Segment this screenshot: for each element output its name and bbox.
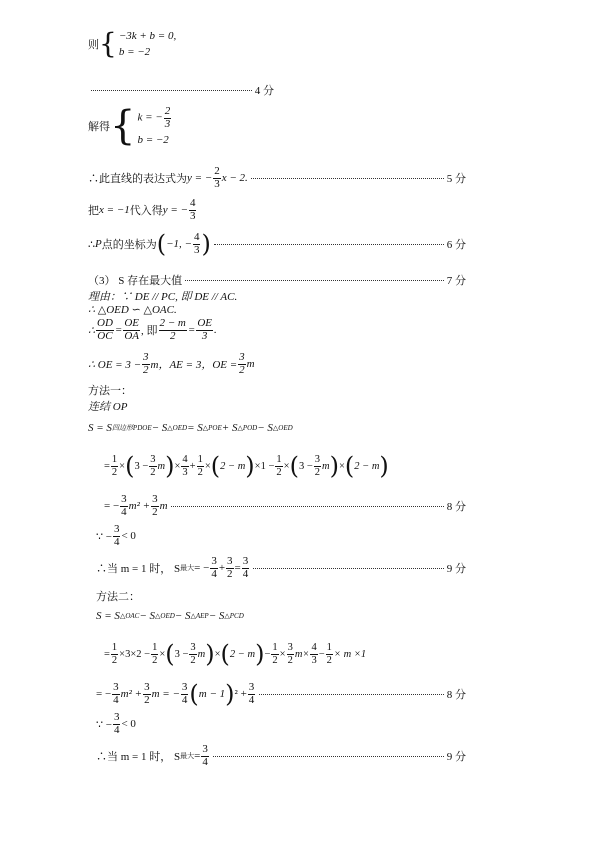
- denominator: 2: [272, 654, 278, 666]
- line-ratio: [88, 318, 466, 342]
- fraction: [210, 556, 218, 580]
- denominator: 2: [111, 654, 118, 666]
- text: − S: [139, 610, 156, 622]
- text: ×1 −: [254, 460, 275, 472]
- denominator: 4: [113, 723, 120, 736]
- fraction: [189, 198, 197, 222]
- line-connect-op: 连结 OP: [88, 401, 128, 413]
- numerator: OD: [97, 317, 113, 329]
- line-substitute: [88, 198, 466, 222]
- score-label: 6 分: [446, 239, 466, 252]
- prefix-solve: 解得: [88, 121, 110, 134]
- fraction: [149, 454, 156, 477]
- text: ∴ OE = 3 −: [88, 358, 142, 371]
- line-point-p: [88, 230, 466, 259]
- fraction: [310, 642, 317, 665]
- paren-open: (: [125, 452, 135, 480]
- numerator: OE: [124, 317, 139, 329]
- text: × m ×1: [333, 648, 367, 660]
- fraction: [201, 744, 209, 768]
- denominator: 4: [202, 755, 208, 768]
- text: = −: [194, 562, 210, 575]
- numerator: 3: [190, 642, 196, 654]
- line-similar: ∴ △OED ∽ △OAC.: [88, 304, 177, 316]
- score-label: 8 分: [446, 501, 466, 514]
- system-lines: [119, 30, 176, 58]
- numerator: 2 − m: [159, 317, 186, 329]
- denominator: 2: [152, 505, 158, 518]
- math: y = −: [162, 204, 188, 217]
- numerator: 1: [197, 454, 203, 466]
- numerator: 3: [211, 555, 217, 567]
- denominator: 2: [326, 654, 332, 666]
- denominator: 4: [181, 693, 188, 706]
- numerator: 3: [152, 493, 158, 505]
- numerator: 1: [152, 642, 158, 654]
- numerator: 3: [143, 351, 149, 363]
- text: S = S: [88, 422, 112, 434]
- text: ∴此直线的表达式为: [88, 173, 187, 186]
- subscript: △POD: [237, 424, 258, 432]
- text: ×3×2 −: [119, 648, 151, 660]
- score-label: 9 分: [446, 563, 466, 576]
- text: ∴: [88, 324, 95, 337]
- system-equations-1: [88, 27, 466, 60]
- method-two-heading: 方法二：: [96, 591, 140, 603]
- denominator: 2: [150, 466, 156, 478]
- fraction: [181, 682, 189, 706]
- text: m: [197, 648, 206, 660]
- math: y = −: [187, 172, 213, 185]
- denominator: 2: [143, 363, 149, 376]
- text: − S: [208, 610, 225, 622]
- dotted-leader: [185, 280, 444, 281]
- text: =: [234, 562, 241, 575]
- denominator: 2: [314, 466, 320, 478]
- subscript: △OED: [272, 424, 293, 432]
- denominator: 4: [211, 567, 217, 580]
- denominator: 2: [111, 466, 118, 478]
- text: = S: [187, 422, 203, 434]
- text: , 即: [141, 325, 158, 338]
- paren-close: ): [245, 452, 255, 480]
- fraction: [111, 642, 118, 665]
- text: =: [114, 324, 123, 337]
- text: 2 − m: [220, 460, 246, 472]
- paren-open: (: [189, 680, 199, 709]
- fraction: [96, 318, 114, 342]
- numerator: 4: [182, 454, 188, 466]
- fraction: [181, 454, 188, 477]
- numerator: 4: [311, 642, 317, 654]
- line-s-def-1: [88, 422, 466, 434]
- text: ∴: [88, 238, 95, 251]
- numerator: 3: [113, 711, 120, 723]
- line-m2-maximum: [96, 744, 466, 768]
- numerator: 1: [111, 642, 118, 654]
- subscript: △OED: [155, 612, 175, 620]
- paren-close: ): [225, 680, 235, 709]
- numerator: 3: [121, 493, 127, 505]
- system-line: b = −2: [137, 134, 169, 147]
- numerator: OE: [197, 317, 212, 329]
- denominator: 2: [227, 567, 233, 580]
- text: =: [104, 648, 110, 660]
- denominator: 2: [190, 654, 196, 666]
- line-m1-result: [104, 494, 466, 518]
- subscript: △OED: [167, 424, 188, 432]
- brace: {: [110, 103, 136, 150]
- dotted-leader: [253, 568, 444, 569]
- text: 2 − m: [229, 648, 256, 660]
- denominator: 3: [182, 466, 188, 478]
- numerator: 3: [314, 454, 320, 466]
- numerator: 3: [150, 454, 156, 466]
- subscript: △POE: [202, 424, 222, 432]
- fraction: [189, 642, 196, 665]
- denominator: 3: [193, 243, 200, 256]
- text: < 0: [121, 530, 136, 543]
- line-m1-calc: [104, 454, 474, 478]
- fraction: [248, 682, 256, 706]
- text: （3） S 存在最大值: [88, 275, 183, 287]
- text: m×: [294, 648, 310, 660]
- numerator: 1: [111, 454, 118, 466]
- denominator: 2: [276, 466, 282, 478]
- text: 3 −: [174, 648, 189, 660]
- line-m1-maximum: [96, 556, 466, 580]
- fraction: [314, 454, 321, 477]
- numerator: 3: [113, 681, 119, 693]
- text: ∴当 m = 1 时， S: [96, 563, 181, 576]
- fraction: [326, 642, 333, 665]
- denominator: 2: [152, 654, 158, 666]
- dotted-leader: [214, 244, 444, 245]
- paren-close: ): [255, 640, 265, 668]
- score-label: 4 分: [254, 85, 274, 97]
- fraction: [271, 642, 278, 665]
- text: −: [318, 648, 325, 660]
- denominator: 3: [311, 654, 317, 666]
- numerator: 3: [227, 555, 233, 567]
- text: m: [157, 460, 166, 472]
- line-expression: [88, 166, 466, 190]
- math: −1, −: [166, 238, 192, 251]
- numerator: 3: [242, 555, 249, 567]
- subscript: △AEP: [190, 612, 209, 620]
- line-m2-inequality: [96, 712, 474, 736]
- score-label: 5 分: [446, 173, 466, 186]
- denominator: 2: [287, 654, 293, 666]
- text: m² +: [120, 688, 143, 701]
- fraction: [197, 454, 204, 477]
- numerator: 3: [202, 743, 208, 755]
- math: x = −1: [99, 204, 130, 217]
- fraction: [213, 166, 221, 190]
- text: ×: [119, 460, 126, 472]
- text: −: [264, 648, 271, 660]
- numerator: 1: [272, 642, 278, 654]
- paren-open: (: [156, 230, 167, 259]
- paren-open: (: [344, 452, 355, 480]
- text: m − 1: [198, 688, 226, 701]
- text: ×: [338, 460, 345, 472]
- text: +: [218, 562, 226, 575]
- text: ×: [279, 648, 286, 660]
- point-label: P: [95, 238, 102, 251]
- numerator: 3: [239, 351, 245, 363]
- fraction: [123, 318, 140, 342]
- line-reason: 理由：∵ DE // PC, 即 DE // AC.: [88, 291, 238, 303]
- paren-open: (: [210, 452, 221, 480]
- paren-close: ): [205, 640, 215, 668]
- denominator: 4: [113, 535, 120, 548]
- text: m: [321, 460, 330, 472]
- dotted-leader: [213, 756, 444, 757]
- system-line: [137, 106, 172, 130]
- fraction: [226, 556, 234, 580]
- score-row-4: [88, 82, 274, 98]
- text: ∴当 m = 1 时， S: [96, 751, 181, 764]
- text: ×: [174, 460, 181, 472]
- fraction: [275, 454, 282, 477]
- numerator: 3: [248, 681, 255, 693]
- line-oe: [88, 352, 466, 376]
- subscript: △PCD: [224, 612, 244, 620]
- numerator: 2: [164, 105, 171, 117]
- denominator: 2: [169, 329, 176, 342]
- text: 3 −: [298, 460, 313, 472]
- text: 点的坐标为: [101, 239, 157, 252]
- paren-close: ): [165, 452, 175, 480]
- text: + S: [221, 422, 238, 434]
- fraction: [242, 556, 250, 580]
- text: < 0: [121, 718, 136, 731]
- fraction: [164, 106, 172, 130]
- text: =: [104, 460, 110, 472]
- numerator: 4: [189, 197, 196, 209]
- system-line: b = −2: [118, 46, 151, 58]
- fraction: [196, 318, 213, 342]
- line-m2-calc: [104, 642, 474, 666]
- numerator: 3: [113, 523, 120, 535]
- fraction: [287, 642, 294, 665]
- denominator: 4: [242, 567, 249, 580]
- text: m，AE = 3，OE =: [150, 359, 238, 372]
- subscript: 四边形PDOE: [111, 424, 152, 432]
- text: .: [213, 324, 217, 337]
- system-lines: [137, 106, 172, 146]
- k-lhs: k = −: [137, 111, 163, 124]
- subscript: 最大: [180, 564, 195, 573]
- fraction: [143, 682, 151, 706]
- numerator: 2: [214, 165, 220, 177]
- fraction: [238, 352, 246, 376]
- denominator: 3: [164, 117, 171, 130]
- prefix-then: 则: [88, 39, 99, 51]
- text: ∵ −: [96, 718, 112, 731]
- denominator: 4: [121, 505, 127, 518]
- system-equations-2: [88, 103, 466, 150]
- numerator: 4: [193, 231, 200, 243]
- text: ² +: [234, 688, 247, 701]
- text: m = −: [151, 688, 180, 701]
- text: ×: [214, 648, 221, 660]
- fraction: [113, 712, 121, 736]
- text: 把: [88, 205, 99, 218]
- text: ×: [283, 460, 290, 472]
- fraction: [111, 454, 118, 477]
- text: 2 − m: [354, 460, 380, 472]
- text: m² +: [128, 500, 151, 513]
- denominator: 3: [214, 177, 220, 190]
- line-m2-result: [96, 680, 466, 709]
- text: =: [194, 750, 201, 763]
- text: S = S: [96, 610, 120, 622]
- line-s-def-2: [96, 610, 474, 622]
- dotted-leader: [171, 506, 444, 507]
- denominator: OC: [97, 329, 113, 342]
- paren-open: (: [165, 640, 175, 668]
- line-part-3: [88, 272, 466, 288]
- text: ×: [204, 460, 211, 472]
- method-one-heading: 方法一：: [88, 385, 132, 397]
- text: − S: [257, 422, 273, 434]
- fraction: [193, 232, 201, 256]
- score-label: 8 分: [446, 689, 466, 702]
- paren-open: (: [289, 452, 299, 480]
- fraction: [159, 318, 187, 342]
- paren-close: ): [329, 452, 339, 480]
- text: − S: [151, 422, 168, 434]
- denominator: 2: [197, 466, 203, 478]
- subscript: △OAC: [119, 612, 140, 620]
- text: = −: [104, 500, 120, 513]
- fraction: [113, 524, 121, 548]
- brace: {: [99, 27, 117, 60]
- denominator: 4: [113, 693, 119, 706]
- text: +: [189, 460, 196, 472]
- text: 代入得: [129, 205, 163, 218]
- text: = −: [96, 688, 112, 701]
- denominator: 2: [239, 363, 245, 376]
- line-m1-inequality: [96, 524, 474, 548]
- denominator: 2: [144, 693, 150, 706]
- denominator: 4: [248, 693, 255, 706]
- numerator: 3: [181, 681, 188, 693]
- paren-open: (: [220, 640, 230, 668]
- numerator: 3: [287, 642, 293, 654]
- denominator: 3: [189, 209, 196, 222]
- fraction: [142, 352, 150, 376]
- text: m: [246, 358, 255, 371]
- paren-close: ): [201, 230, 211, 259]
- dotted-leader: [251, 178, 444, 179]
- fraction: [120, 494, 128, 518]
- denominator: 3: [201, 329, 208, 342]
- subscript: 最大: [180, 752, 195, 761]
- score-label: 7 分: [446, 275, 466, 287]
- text: − S: [174, 610, 191, 622]
- fraction: [151, 494, 159, 518]
- system-line: −3k + b = 0,: [118, 30, 177, 42]
- fraction: [151, 642, 158, 665]
- text: ∵ −: [96, 530, 112, 543]
- numerator: 3: [144, 681, 150, 693]
- fraction: [112, 682, 120, 706]
- text: 3 −: [134, 460, 149, 472]
- score-label: 9 分: [446, 751, 466, 764]
- numerator: 1: [326, 642, 332, 654]
- math: x − 2.: [221, 172, 248, 185]
- numerator: 1: [276, 454, 282, 466]
- dotted-leader: [91, 90, 252, 91]
- dotted-leader: [259, 694, 443, 695]
- text: =: [187, 324, 196, 337]
- paren-close: ): [379, 452, 389, 480]
- text: m: [159, 500, 168, 513]
- text: ×: [159, 648, 166, 660]
- denominator: OA: [124, 329, 139, 342]
